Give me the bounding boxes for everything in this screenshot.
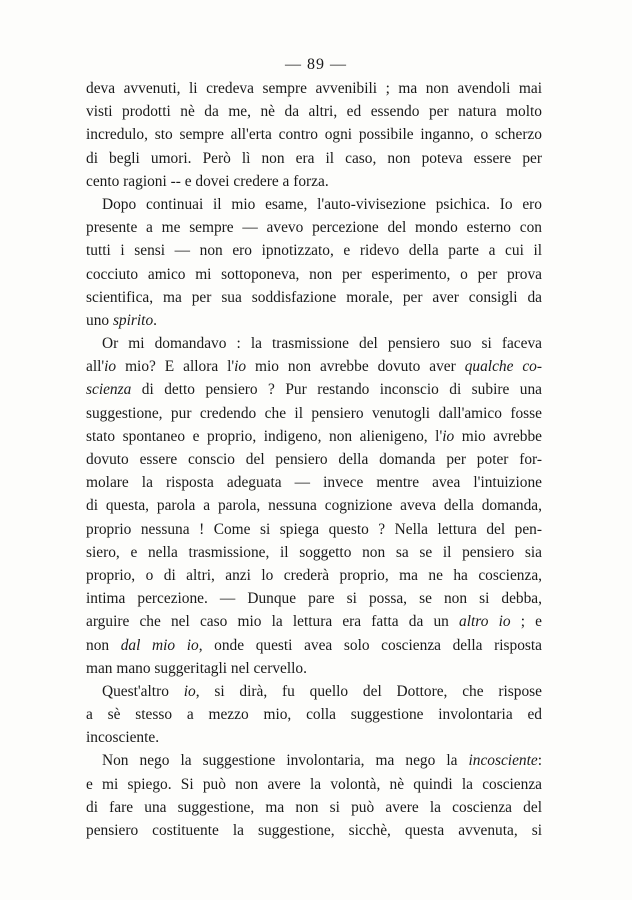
- italic-text: io: [234, 358, 247, 376]
- text-segment: ; e: [510, 613, 542, 631]
- text-segment: .: [153, 311, 157, 329]
- text-segment: Dopo continuai il mio esame, l'auto-vivisezione psichica. Io ero: [102, 195, 542, 213]
- text-line: [86, 216, 542, 239]
- text-segment: , si dirà, fu quello del Dottore, che rispose: [195, 682, 542, 700]
- italic-text: scienza: [86, 381, 132, 399]
- text-segment: a sè stesso a mezzo mio, colla suggestione involontaria ed: [86, 706, 542, 724]
- text-line: [86, 703, 542, 726]
- text-segment: pensiero costituente la suggestione, sicchè, questa avvenuta, si: [86, 822, 542, 839]
- text-line: [86, 355, 542, 378]
- text-line: [86, 100, 542, 123]
- text-segment: cento ragioni -- e dovei credere a forza.: [86, 172, 329, 190]
- text-line: [86, 564, 542, 587]
- text-segment: di questa, parola a parola, nessuna cognizione aveva della domanda,: [86, 497, 542, 515]
- text-line: [86, 263, 542, 286]
- text-segment: mio? E allora l': [116, 358, 235, 376]
- text-segment: di begli umori. Però lì non era il caso, non poteva essere per: [86, 149, 542, 167]
- text-line: [86, 657, 542, 680]
- text-line: [86, 796, 542, 819]
- text-line: [86, 749, 542, 772]
- text-line: [86, 309, 542, 332]
- text-line: [86, 587, 542, 610]
- italic-text: spirito: [112, 311, 154, 329]
- italic-text: io: [442, 427, 455, 445]
- text-segment: Quest'altro: [102, 682, 184, 700]
- text-segment: tutti i sensi — non ero ipnotizzato, e ridevo della parte a cui il: [86, 242, 542, 260]
- text-segment: stato spontaneo e proprio, indigeno, non alienigeno, l': [86, 427, 443, 445]
- text-line: [86, 471, 542, 494]
- text-line: [86, 773, 542, 796]
- text-line: [86, 332, 542, 355]
- text-line: [86, 378, 542, 401]
- text-line: [86, 494, 542, 517]
- text-segment: arguire che nel caso mio la lettura era fatta da un: [86, 613, 460, 631]
- text-line: [86, 425, 542, 448]
- text-segment: intima percezione. — Dunque pare si possa, se non si debba,: [86, 590, 542, 608]
- text-line: [86, 286, 542, 309]
- italic-text: io: [183, 682, 196, 700]
- text-segment: cocciuto amico mi sottoponeva, non per esperimento, o per prova: [86, 265, 542, 283]
- text-segment: presente a me sempre — avevo percezione del mondo esterno con: [86, 219, 542, 237]
- text-line: [86, 541, 542, 564]
- text-segment: proprio nessuna ! Come si spiega questo ? Nella lettura del pen-: [86, 520, 542, 538]
- text-line: [86, 239, 542, 262]
- italic-text: incosciente: [468, 752, 538, 770]
- body-text: [86, 77, 542, 842]
- text-segment: all': [86, 358, 105, 376]
- text-segment: , onde questi avea solo coscienza della risposta: [198, 636, 543, 654]
- text-segment: proprio, o di altri, anzi lo crederà proprio, ma ne ha coscienza,: [86, 566, 542, 584]
- text-line: [86, 518, 542, 541]
- text-segment: di detto pensiero ? Pur restando inconscio di subire una: [131, 381, 542, 399]
- text-segment: scientifica, ma per sua soddisfazione morale, per aver consigli da: [86, 288, 542, 306]
- text-segment: man mano suggeritagli nel cervello.: [86, 659, 307, 677]
- text-line: [86, 819, 542, 842]
- text-segment: :: [537, 752, 542, 770]
- text-line: [86, 448, 542, 471]
- text-segment: mio non avrebbe dovuto aver: [246, 358, 465, 376]
- text-line: [86, 170, 542, 193]
- text-line: [86, 402, 542, 425]
- text-segment: Or mi domandavo : la trasmissione del pensiero suo si faceva: [102, 335, 542, 353]
- italic-text: dal mio io: [120, 636, 199, 654]
- text-line: [86, 193, 542, 216]
- text-segment: e mi spiego. Si può non avere la volontà, nè quindi la coscienza: [86, 775, 542, 793]
- text-line: [86, 680, 542, 703]
- text-segment: suggestione, pur credendo che il pensiero venutogli dall'amico fosse: [86, 404, 542, 422]
- text-line: [86, 147, 542, 170]
- italic-text: altro io: [459, 613, 511, 631]
- text-segment: di fare una suggestione, ma non si può avere la coscienza del: [86, 798, 542, 816]
- text-line: [86, 123, 542, 146]
- text-segment: mio avrebbe: [454, 427, 543, 445]
- page-number: — 89 —: [285, 56, 347, 73]
- text-segment: uno: [86, 311, 113, 329]
- text-segment: visti prodotti nè da me, nè da altri, ed essendo per natura molto: [86, 103, 542, 121]
- text-segment: non: [86, 636, 121, 654]
- text-segment: siero, e nella trasmissione, il soggetto non sa se il pensiero sia: [86, 543, 542, 561]
- text-line: [86, 634, 542, 657]
- text-line: [86, 726, 542, 749]
- text-segment: incredulo, sto sempre all'erta contro ogni possibile inganno, o scherzo: [86, 126, 542, 144]
- text-line: [86, 610, 542, 633]
- text-line: [86, 77, 542, 100]
- text-segment: dovuto essere conscio del pensiero della domanda per poter for-: [86, 451, 542, 468]
- text-segment: deva avvenuti, li credeva sempre avvenibili ; ma non avendoli mai: [86, 80, 542, 97]
- text-segment: incosciente.: [86, 729, 160, 747]
- italic-text: qualche co-: [464, 358, 543, 376]
- italic-text: io: [104, 358, 117, 376]
- text-segment: Non nego la suggestione involontaria, ma nego la: [102, 752, 469, 770]
- text-segment: molare la risposta adeguata — invece mentre avea l'intuizione: [86, 474, 542, 492]
